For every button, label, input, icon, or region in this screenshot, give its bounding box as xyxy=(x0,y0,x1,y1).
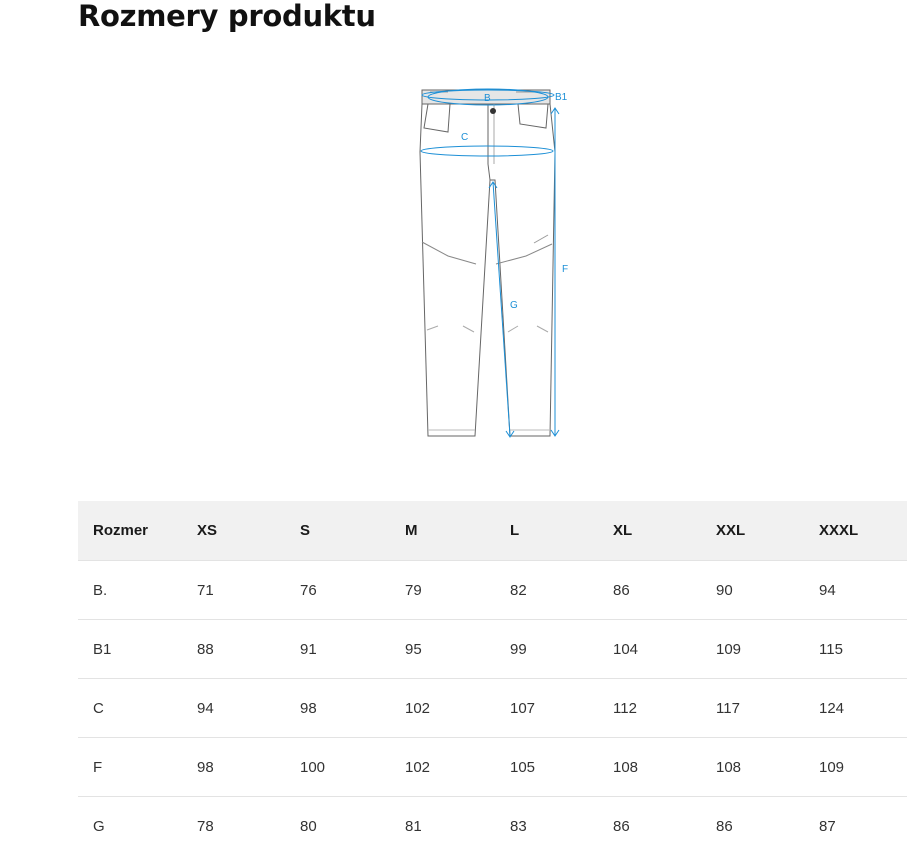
pants-outline xyxy=(420,90,555,436)
label-g: G xyxy=(510,300,518,311)
table-header-row xyxy=(78,501,907,561)
table-cell: 79 xyxy=(390,561,495,620)
label-b: B xyxy=(484,93,491,104)
table-cell: 71 xyxy=(182,561,285,620)
table-cell: B1 xyxy=(78,620,182,679)
table-cell: 109 xyxy=(701,620,804,679)
table-cell: G xyxy=(93,817,105,835)
table-cell: 82 xyxy=(495,561,598,620)
table-row xyxy=(78,797,907,856)
page-title: Rozmery produktu xyxy=(78,0,376,33)
table-header: S xyxy=(285,501,390,561)
table-cell: 100 xyxy=(285,738,390,797)
table-cell: 81 xyxy=(405,817,422,835)
table-cell: 104 xyxy=(598,620,701,679)
table-cell: 83 xyxy=(510,817,527,835)
table-cell: 102 xyxy=(390,679,495,738)
table-cell: 91 xyxy=(285,620,390,679)
table-cell: 94 xyxy=(804,561,907,620)
table-cell: 86 xyxy=(598,561,701,620)
table-header: M xyxy=(390,501,495,561)
table-cell: 90 xyxy=(701,561,804,620)
table-row xyxy=(78,620,907,679)
table-cell: 86 xyxy=(716,817,733,835)
table-header: XXXL xyxy=(804,501,907,561)
table-cell: 115 xyxy=(804,620,907,679)
table-cell: 98 xyxy=(182,738,285,797)
label-b1: B1 xyxy=(555,92,568,103)
table-cell: 87 xyxy=(819,817,836,835)
table-header: L xyxy=(495,501,598,561)
table-cell: 94 xyxy=(182,679,285,738)
table-row xyxy=(78,738,907,797)
table-header: XXL xyxy=(701,501,804,561)
measurement-lines xyxy=(421,89,559,437)
table-cell: 95 xyxy=(390,620,495,679)
table-cell: F xyxy=(78,738,182,797)
hip-measure-c xyxy=(421,146,553,156)
table-header: XS xyxy=(182,501,285,561)
table-cell: 117 xyxy=(701,679,804,738)
table-cell: 105 xyxy=(495,738,598,797)
table-cell: 107 xyxy=(495,679,598,738)
table-row xyxy=(78,561,907,620)
table-cell: 80 xyxy=(300,817,317,835)
table-cell: 76 xyxy=(285,561,390,620)
table-cell: 98 xyxy=(285,679,390,738)
table-cell: 109 xyxy=(804,738,907,797)
table-cell: 108 xyxy=(701,738,804,797)
table-cell: 88 xyxy=(182,620,285,679)
table-row xyxy=(78,679,907,738)
table-cell: 102 xyxy=(390,738,495,797)
table-cell: 86 xyxy=(613,817,630,835)
table-cell: 99 xyxy=(495,620,598,679)
table-cell: 78 xyxy=(197,817,214,835)
table-cell: 124 xyxy=(804,679,907,738)
table-header: XL xyxy=(598,501,701,561)
table-cell: 108 xyxy=(598,738,701,797)
table-cell: B. xyxy=(78,561,182,620)
pants-measurement-diagram xyxy=(400,80,590,450)
table-cell: C xyxy=(78,679,182,738)
inseam-measure-g xyxy=(493,182,510,436)
label-c: C xyxy=(461,132,469,143)
size-table xyxy=(78,501,907,855)
label-f: F xyxy=(562,264,569,275)
table-header: Rozmer xyxy=(78,501,182,561)
table-cell: 112 xyxy=(598,679,701,738)
